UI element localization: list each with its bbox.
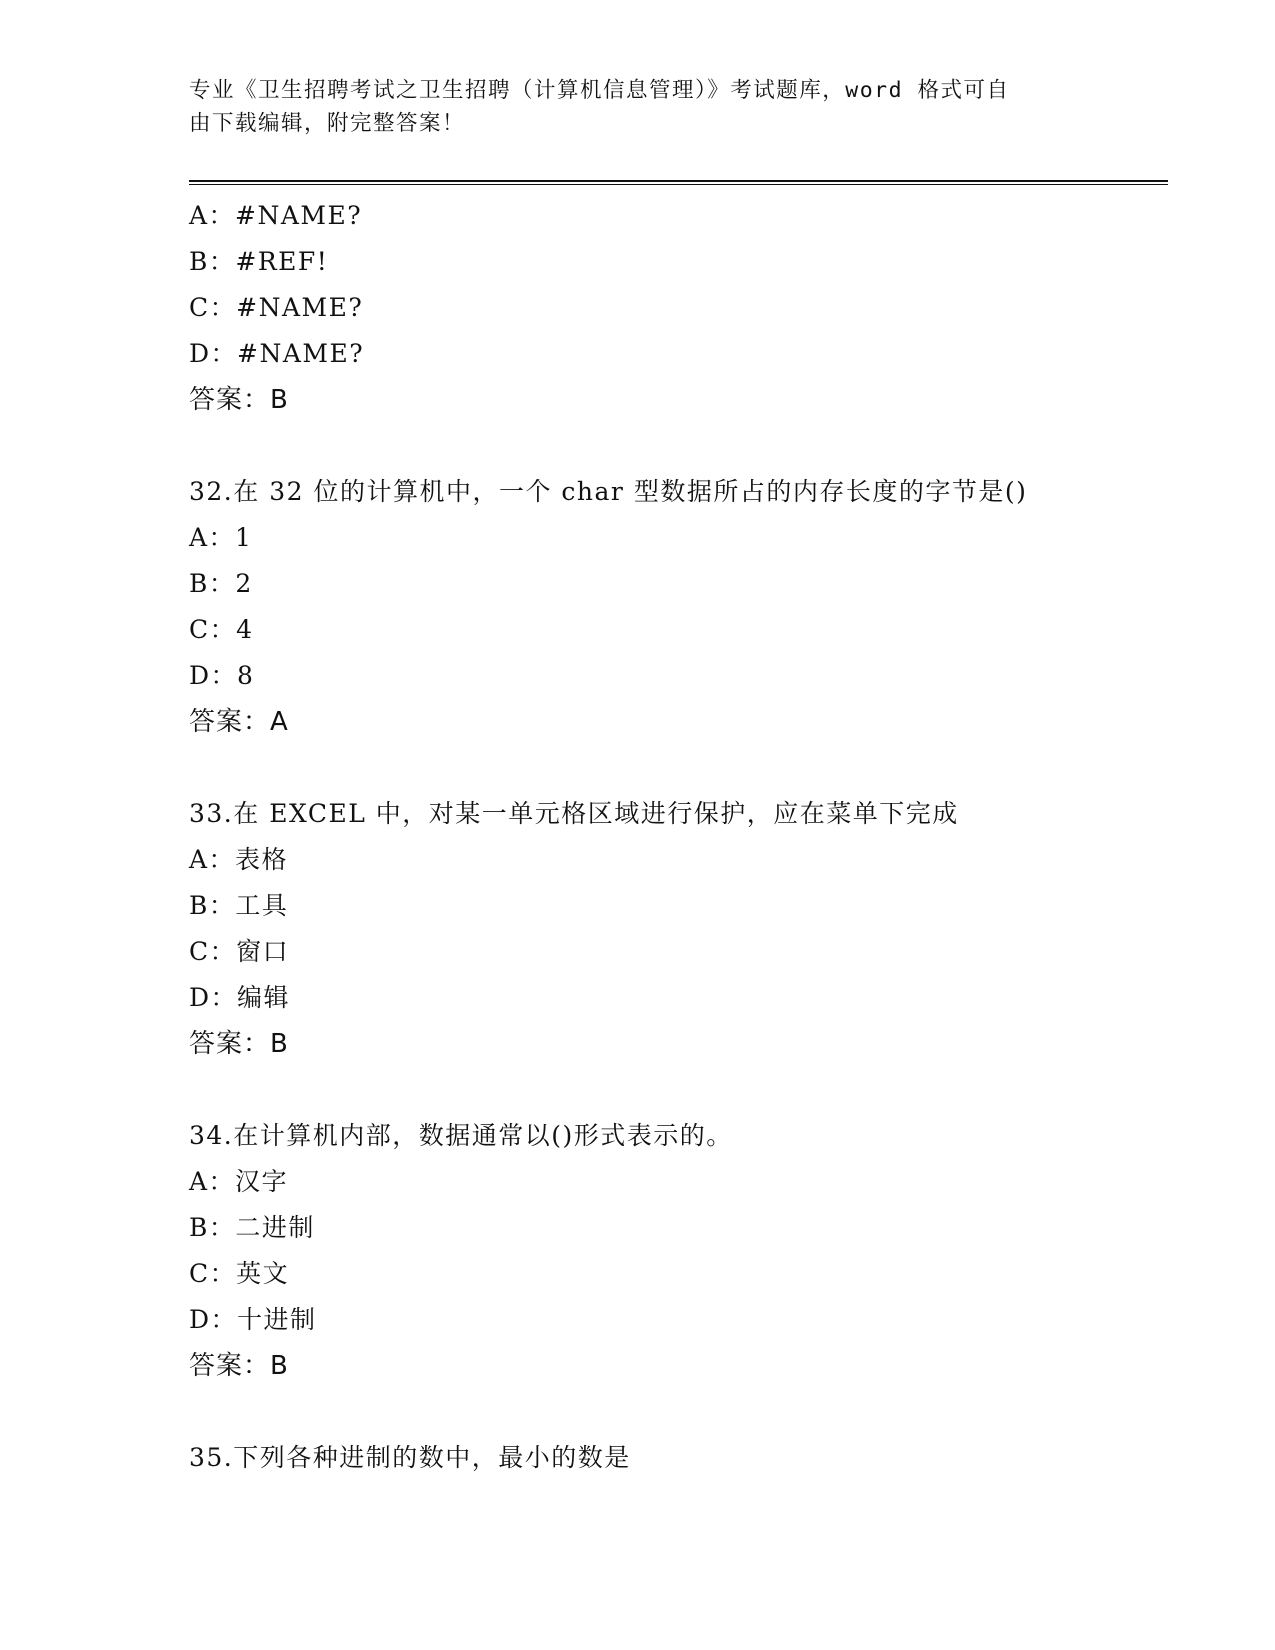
header-line-1: 专业《卫生招聘考试之卫生招聘（计算机信息管理）》考试题库，word 格式可自 <box>189 78 1010 103</box>
answer: 答案：B <box>189 1351 289 1381</box>
question-text: 35.下列各种进制的数中，最小的数是 <box>189 1443 631 1472</box>
question-list <box>189 193 1169 1481</box>
option-c: C：窗口 <box>189 937 290 966</box>
option-b: B：工具 <box>189 891 289 920</box>
option-d: D：#NAME? <box>189 339 365 368</box>
option-a: A：表格 <box>189 845 289 874</box>
option-a: A：汉字 <box>189 1167 289 1196</box>
option-d: D：8 <box>189 661 255 690</box>
option-b: B：2 <box>189 569 253 598</box>
document-header <box>189 74 1069 140</box>
option-c: C：#NAME? <box>189 293 364 322</box>
question-block-33 <box>189 791 1169 1067</box>
option-d: D：十进制 <box>189 1305 317 1334</box>
answer: 答案：B <box>189 1029 289 1059</box>
question-text: 32.在 32 位的计算机中，一个 char 型数据所占的内存长度的字节是() <box>189 477 1028 506</box>
header-divider-thin <box>189 184 1168 185</box>
question-block-31 <box>189 193 1169 423</box>
option-b: B：二进制 <box>189 1213 315 1242</box>
option-c: C：4 <box>189 615 254 644</box>
header-line-2: 由下载编辑，附完整答案！ <box>189 111 466 136</box>
answer: 答案：B <box>189 385 289 415</box>
option-a: A：1 <box>189 523 253 552</box>
question-text: 34.在计算机内部，数据通常以()形式表示的。 <box>189 1121 733 1150</box>
question-text: 33.在 EXCEL 中，对某一单元格区域进行保护，应在菜单下完成 <box>189 799 959 828</box>
question-block-35 <box>189 1435 1169 1481</box>
option-d: D：编辑 <box>189 983 291 1012</box>
header-divider-thick <box>189 180 1168 182</box>
option-c: C：英文 <box>189 1259 290 1288</box>
option-b: B：#REF! <box>189 247 329 276</box>
answer: 答案：A <box>189 707 289 737</box>
question-block-32 <box>189 469 1169 745</box>
option-a: A：#NAME? <box>189 201 363 230</box>
question-block-34 <box>189 1113 1169 1389</box>
